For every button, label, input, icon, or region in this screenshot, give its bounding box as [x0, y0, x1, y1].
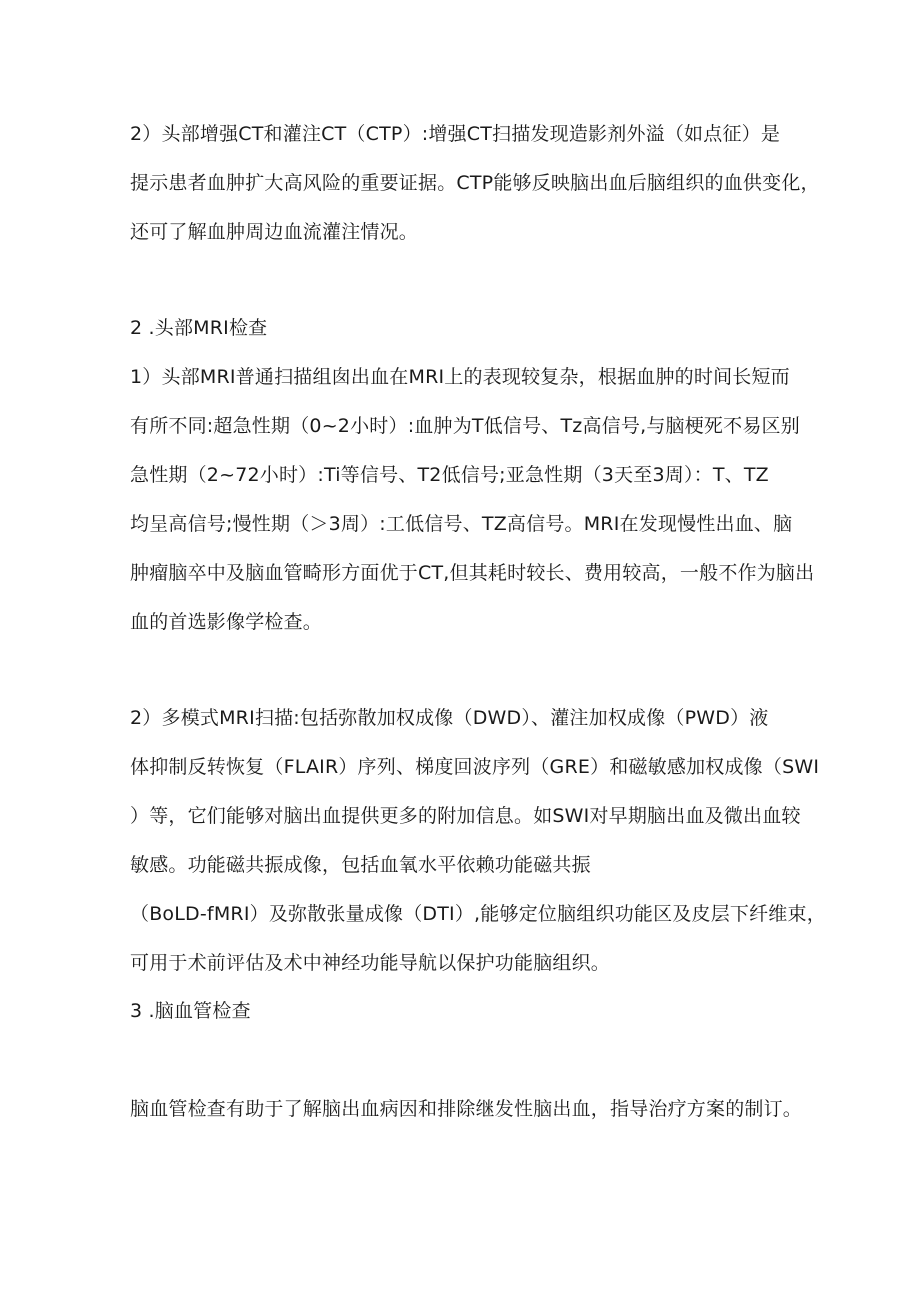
paragraph-ct-line-2: 提示患者血肿扩大高风险的重要证据。CTP能够反映脑出血后脑组织的血供变化，: [130, 172, 820, 194]
paragraph-vascular-line-1: 脑血管检查有助于了解脑出血病因和排除继发性脑出血，指导治疗方案的制订。: [130, 1098, 803, 1120]
paragraph-mri-line-2: 有所不同:超急性期（0~2小时）:血肿为T低信号、Tz高信号,与脑梗死不易区别: [130, 415, 800, 437]
paragraph-multimodal-line-5: （BoLD-fMRI）及弥散张量成像（DTI）,能够定位脑组织功能区及皮层下纤维束，: [130, 903, 826, 925]
paragraph-mri-line-5: 肿瘤脑卒中及脑血管畸形方面优于CT,但其耗时较长、费用较高，一般不作为脑出: [130, 562, 815, 584]
paragraph-mri-line-1: 1）头部MRI普通扫描组囱出血在MRI上的表现较复杂，根据血肿的时间长短而: [130, 366, 790, 388]
paragraph-mri-line-3: 急性期（2~72小时）:Ti等信号、T2低信号;亚急性期（3天至3周）：T、TZ: [130, 464, 769, 486]
section-heading-vascular: 3 .脑血管检查: [130, 1000, 251, 1022]
paragraph-multimodal-line-6: 可用于术前评估及术中神经功能导航以保护功能脑组织。: [130, 952, 611, 974]
section-heading-mri: 2 .头部MRI检查: [130, 317, 268, 339]
paragraph-multimodal-line-4: 敏感。功能磁共振成像，包括血氧水平依赖功能磁共振: [130, 854, 591, 876]
paragraph-mri-line-6: 血的首选影像学检查。: [130, 611, 323, 633]
paragraph-multimodal-line-2: 体抑制反转恢复（FLAIR）序列、梯度回波序列（GRE）和磁敏感加权成像（SWI: [130, 756, 820, 778]
paragraph-ct-line-3: 还可了解血肿周边血流灌注情况。: [130, 221, 419, 243]
paragraph-mri-line-4: 均呈高信号;慢性期（＞3周）:工低信号、TZ高信号。MRI在发现慢性出血、脑: [130, 513, 793, 535]
paragraph-multimodal-line-3: ）等，它们能够对脑出血提供更多的附加信息。如SWI对早期脑出血及微出血较: [130, 805, 801, 827]
paragraph-ct-line-1: 2）头部增强CT和灌注CT（CTP）:增强CT扫描发现造影剂外溢（如点征）是: [130, 123, 781, 145]
paragraph-multimodal-line-1: 2）多模式MRI扫描:包括弥散加权成像（DWD）、灌注加权成像（PWD）液: [130, 707, 769, 729]
